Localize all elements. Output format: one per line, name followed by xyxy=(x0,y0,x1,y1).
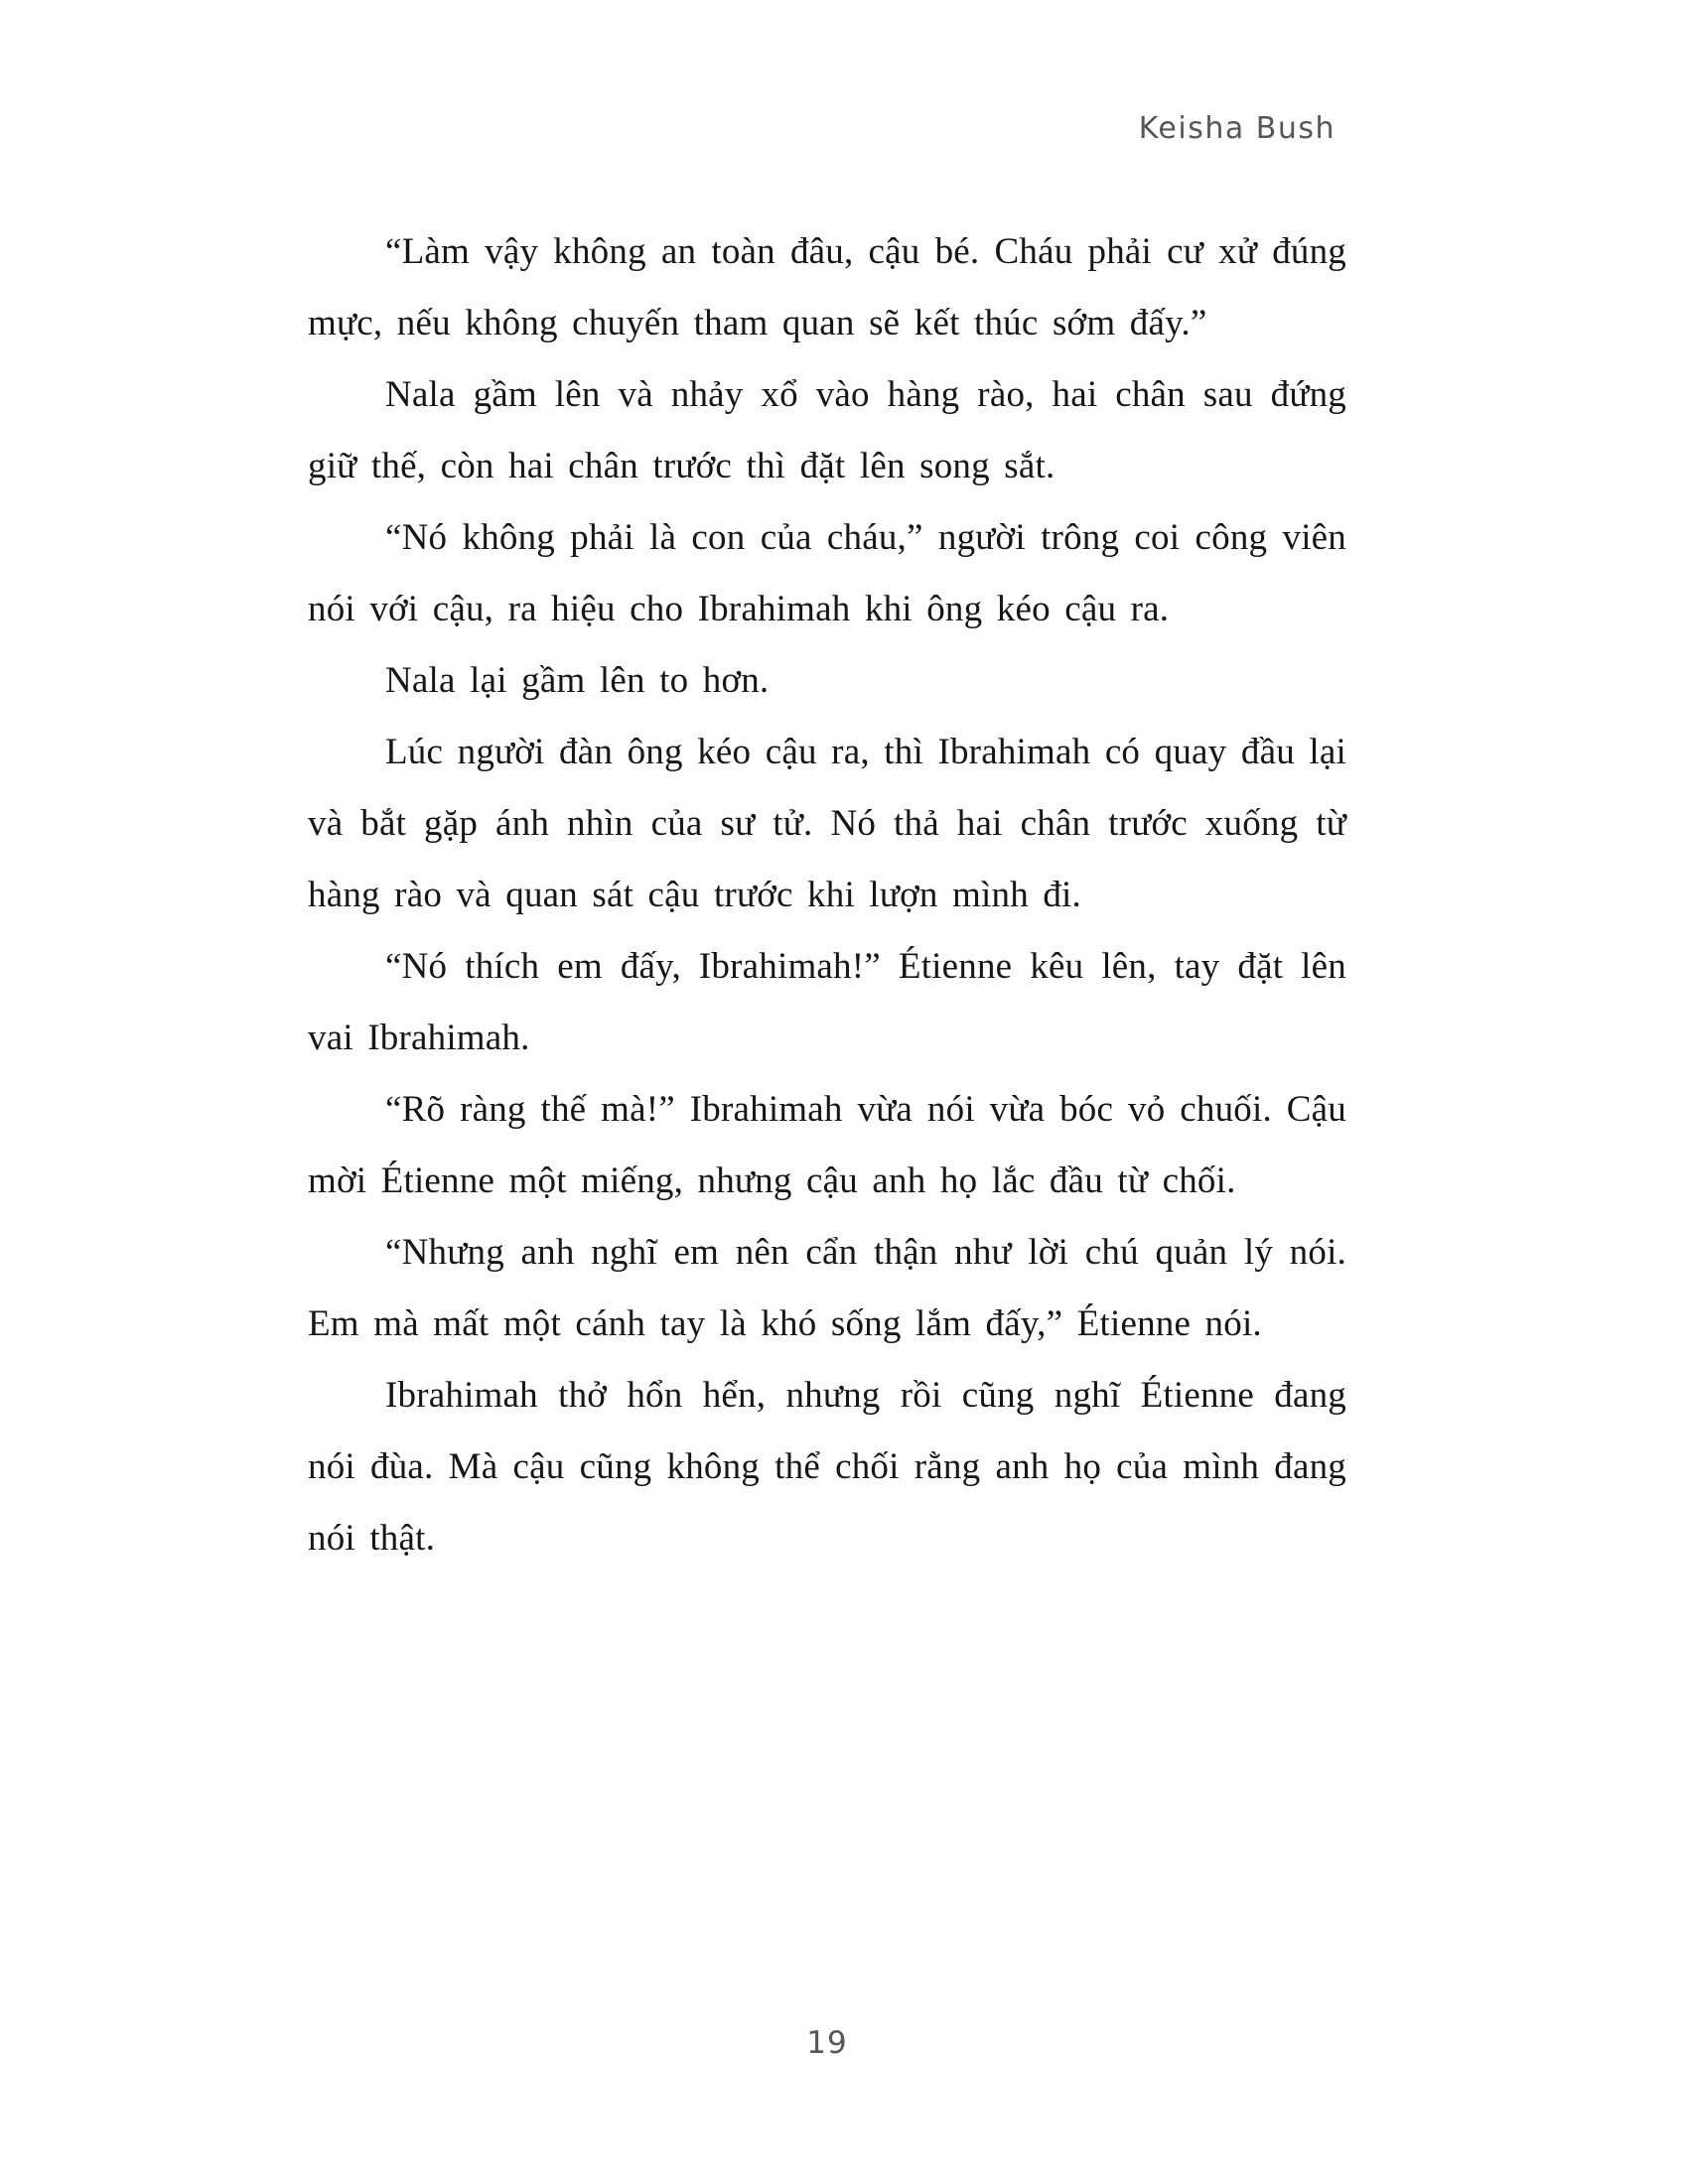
body-paragraph: Nala lại gầm lên to hơn. xyxy=(385,660,770,701)
body-paragraph: “Nó thích em đấy, Ibrahimah!” Étienne kêu lên, tay đặt lên vai Ibrahimah. xyxy=(308,946,1346,1058)
body-paragraph: Lúc người đàn ông kéo cậu ra, thì Ibrahimah có quay đầu lại và bắt gặp ánh nhìn của sư tử. Nó thả hai chân trước xuống từ hàng rào và quan sát cậu trước khi lượn mình đi. xyxy=(308,732,1346,915)
body-paragraph: “Rõ ràng thế mà!” Ibrahimah vừa nói vừa bóc vỏ chuối. Cậu mời Étienne một miếng, nhưng cậu anh họ lắc đầu từ chối. xyxy=(308,1089,1346,1201)
body-text xyxy=(308,216,1346,1574)
body-paragraph: Ibrahimah thở hổn hển, nhưng rồi cũng nghĩ Étienne đang nói đùa. Mà cậu cũng không thể chối rằng anh họ của mình đang nói thật. xyxy=(308,1375,1346,1559)
body-paragraph: “Nó không phải là con của cháu,” người trông coi công viên nói với cậu, ra hiệu cho Ibrahimah khi ông kéo cậu ra. xyxy=(308,517,1346,629)
running-header-author: Keisha Bush xyxy=(1138,111,1336,146)
page-number: 19 xyxy=(806,2025,848,2061)
body-paragraph: Nala gầm lên và nhảy xổ vào hàng rào, hai chân sau đứng giữ thế, còn hai chân trước thì đặt lên song sắt. xyxy=(308,374,1346,486)
body-paragraph: “Làm vậy không an toàn đâu, cậu bé. Cháu phải cư xử đúng mực, nếu không chuyến tham quan sẽ kết thúc sớm đấy.” xyxy=(308,231,1346,343)
body-paragraph: “Nhưng anh nghĩ em nên cẩn thận như lời chú quản lý nói. Em mà mất một cánh tay là khó sống lắm đấy,” Étienne nói. xyxy=(308,1232,1346,1344)
